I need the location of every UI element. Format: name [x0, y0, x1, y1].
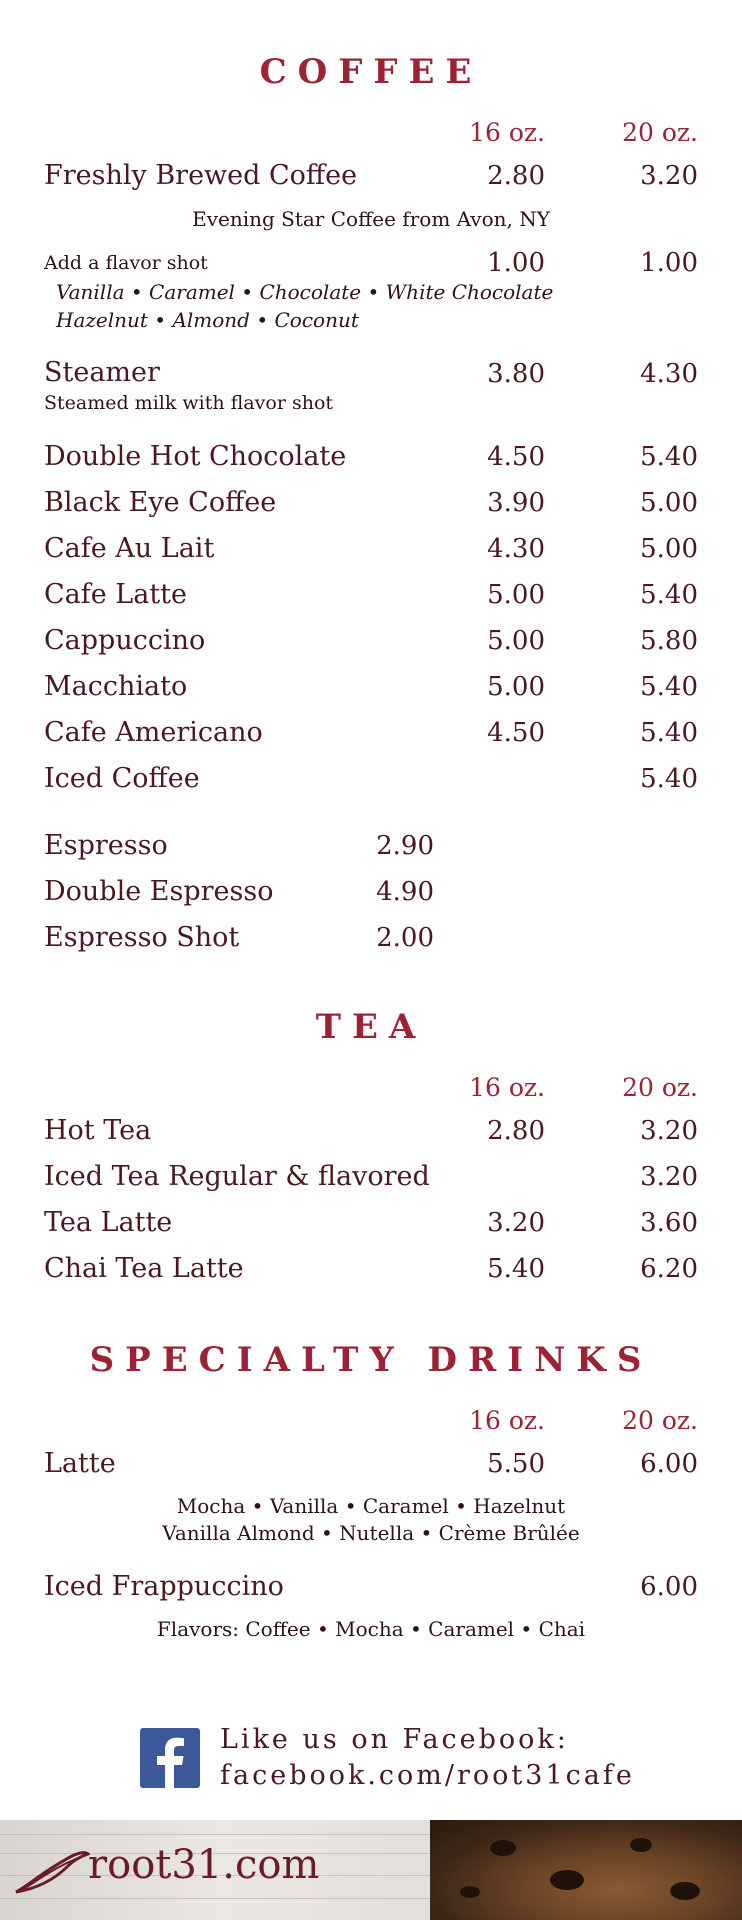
coffee-size-16: 16 oz. [469, 118, 545, 147]
espresso-item-name: Double Espresso [44, 876, 274, 907]
leaf-logo-icon [12, 1846, 90, 1898]
coffee-price-16: 3.90 [487, 488, 545, 518]
specialty-heading: SPECIALTY DRINKS [89, 1340, 653, 1380]
brewed-coffee-note: Evening Star Coffee from Avon, NY [192, 207, 550, 231]
footer-website[interactable]: root31.com [88, 1842, 320, 1888]
coffee-price-16: 5.00 [487, 580, 545, 610]
coffee-price-16: 5.00 [487, 626, 545, 656]
tea-price-16: 5.40 [487, 1254, 545, 1284]
espresso-item-name: Espresso [44, 830, 168, 861]
tea-size-16: 16 oz. [469, 1073, 545, 1102]
coffee-price-16: 5.00 [487, 672, 545, 702]
coffee-item-name: Cafe Americano [44, 717, 263, 748]
tea-item-name: Iced Tea Regular & flavored [44, 1161, 430, 1192]
tea-price-20: 3.60 [640, 1208, 698, 1238]
price-latte-20: 6.00 [640, 1449, 698, 1479]
coffee-size-20: 20 oz. [622, 118, 698, 147]
specialty-size-20: 20 oz. [622, 1406, 698, 1435]
item-latte: Latte [44, 1448, 116, 1479]
coffee-price-20: 5.40 [640, 718, 698, 748]
price-steamer-20: 4.30 [640, 359, 698, 389]
tea-item-name: Hot Tea [44, 1115, 152, 1146]
bread-photo [430, 1820, 742, 1920]
item-brewed-coffee: Freshly Brewed Coffee [44, 160, 358, 191]
coffee-price-16: 4.30 [487, 534, 545, 564]
coffee-price-16: 4.50 [487, 718, 545, 748]
price-frappuccino-20: 6.00 [640, 1572, 698, 1602]
tea-price-20: 3.20 [640, 1162, 698, 1192]
frappuccino-flavors: Flavors: Coffee • Mocha • Caramel • Chai [156, 1617, 586, 1641]
price-flavor-20: 1.00 [640, 248, 698, 278]
item-iced-frappuccino: Iced Frappuccino [44, 1571, 284, 1602]
coffee-price-20: 5.00 [640, 488, 698, 518]
coffee-item-name: Double Hot Chocolate [44, 441, 347, 472]
coffee-item-name: Cafe Au Lait [44, 533, 215, 564]
steamer-description: Steamed milk with flavor shot [44, 392, 334, 414]
coffee-price-20: 5.40 [640, 764, 698, 794]
price-latte-16: 5.50 [487, 1449, 545, 1479]
coffee-price-20: 5.40 [640, 580, 698, 610]
flavor-shot-options-2: Hazelnut • Almond • Coconut [56, 308, 359, 332]
tea-price-20: 6.20 [640, 1254, 698, 1284]
price-brewed-16: 2.80 [487, 161, 545, 191]
coffee-item-name: Black Eye Coffee [44, 487, 277, 518]
item-steamer: Steamer [44, 357, 160, 388]
price-flavor-16: 1.00 [487, 248, 545, 278]
price-brewed-20: 3.20 [640, 161, 698, 191]
coffee-price-20: 5.40 [640, 672, 698, 702]
coffee-price-20: 5.40 [640, 442, 698, 472]
tea-price-16: 3.20 [487, 1208, 545, 1238]
facebook-url[interactable]: facebook.com/root31cafe [220, 1760, 635, 1791]
tea-size-20: 20 oz. [622, 1073, 698, 1102]
coffee-item-name: Cappuccino [44, 625, 206, 656]
tea-heading: TEA [315, 1007, 427, 1047]
tea-item-name: Tea Latte [44, 1207, 173, 1238]
flavor-shot-options-1: Vanilla • Caramel • Chocolate • White Chocolate [56, 280, 554, 304]
facebook-cta: Like us on Facebook: [220, 1724, 569, 1755]
latte-flavors-1: Mocha • Vanilla • Caramel • Hazelnut [176, 1494, 566, 1518]
espresso-item-price: 2.00 [376, 923, 434, 953]
coffee-item-name: Cafe Latte [44, 579, 188, 610]
tea-item-name: Chai Tea Latte [44, 1253, 244, 1284]
coffee-item-name: Macchiato [44, 671, 188, 702]
espresso-item-name: Espresso Shot [44, 922, 240, 953]
tea-price-20: 3.20 [640, 1116, 698, 1146]
tea-price-16: 2.80 [487, 1116, 545, 1146]
coffee-price-20: 5.00 [640, 534, 698, 564]
facebook-icon[interactable] [140, 1728, 200, 1788]
item-flavor-shot: Add a flavor shot [44, 252, 208, 274]
coffee-heading: COFFEE [259, 52, 483, 92]
coffee-price-20: 5.80 [640, 626, 698, 656]
price-steamer-16: 3.80 [487, 359, 545, 389]
footer-banner [0, 1820, 742, 1920]
espresso-item-price: 2.90 [376, 831, 434, 861]
latte-flavors-2: Vanilla Almond • Nutella • Crème Brûlée [162, 1521, 580, 1545]
specialty-size-16: 16 oz. [469, 1406, 545, 1435]
coffee-item-name: Iced Coffee [44, 763, 200, 794]
espresso-item-price: 4.90 [376, 877, 434, 907]
coffee-price-16: 4.50 [487, 442, 545, 472]
